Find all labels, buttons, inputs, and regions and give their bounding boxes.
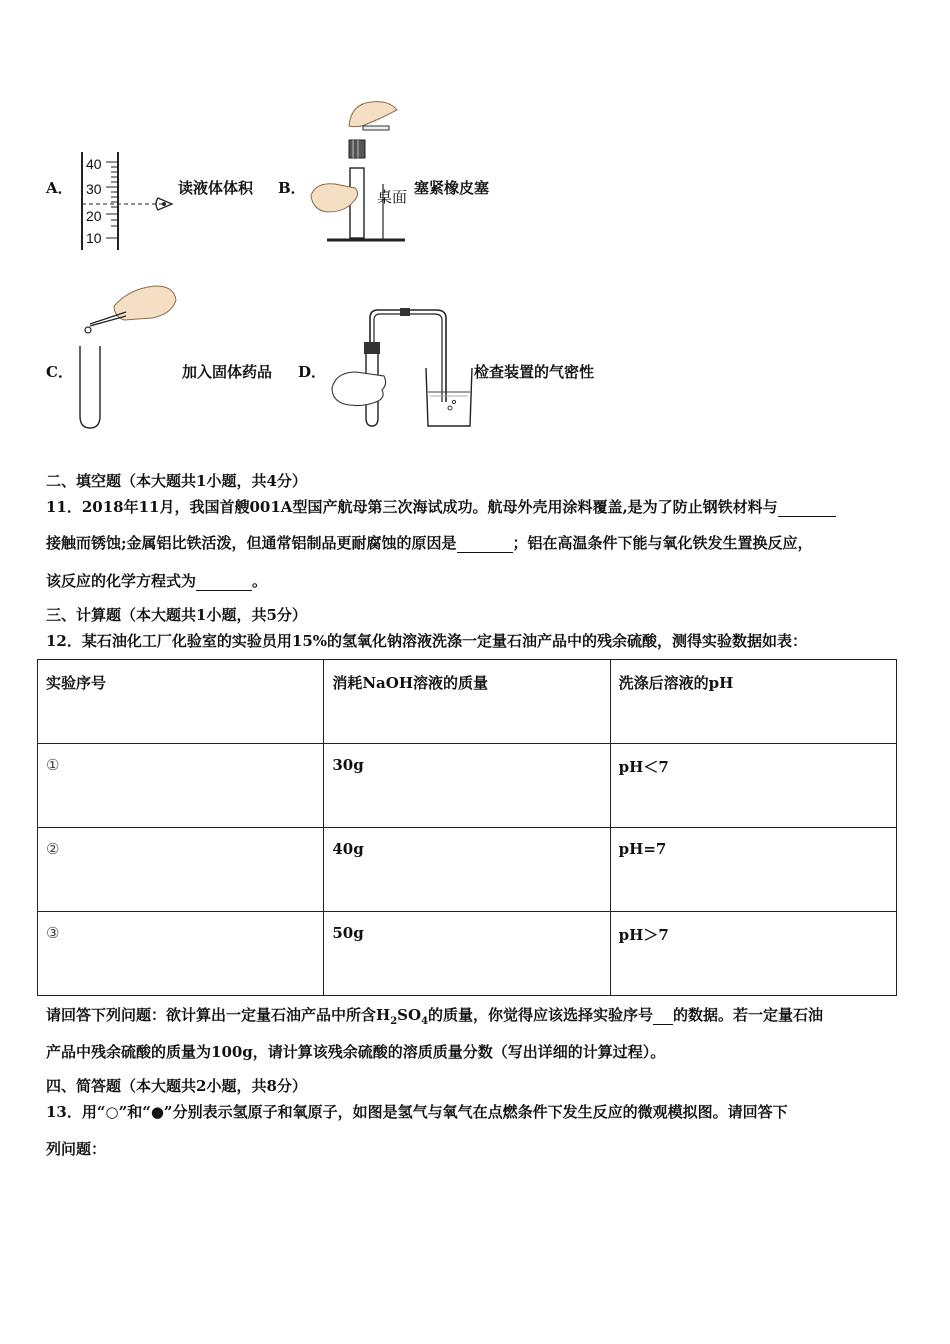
tick-label-20: 20 bbox=[86, 208, 102, 224]
option-d-letter: D． bbox=[298, 363, 327, 381]
table-cell: pH＜7 bbox=[610, 744, 896, 828]
q11-line-1 bbox=[46, 496, 836, 517]
q11-blank-1[interactable] bbox=[778, 498, 836, 517]
option-c-caption: 加入固体药品 bbox=[182, 363, 273, 381]
table-cell: ① bbox=[38, 744, 324, 828]
q11-text-3b: 。 bbox=[252, 572, 268, 590]
section-4-heading: 四、简答题（本大题共2小题，共8分） bbox=[46, 1077, 307, 1095]
q12-question-line-1 bbox=[46, 1004, 823, 1027]
q12-blank[interactable] bbox=[653, 1006, 673, 1025]
option-a-letter: A． bbox=[46, 179, 73, 197]
section-3-heading: 三、计算题（本大题共1小题，共5分） bbox=[46, 606, 307, 624]
option-b-caption: 塞紧橡皮塞 bbox=[414, 179, 490, 197]
q12-intro: 12．某石油化工厂化验室的实验员用15%的氢氧化钠溶液洗涤一定量石油产品中的残余硫酸，测得实验数据如表： bbox=[46, 632, 808, 650]
table-header-cell: 消耗NaOH溶液的质量 bbox=[324, 660, 610, 744]
table-cell: pH=7 bbox=[610, 828, 896, 912]
q12-ask-1a: 请回答下列问题：欲计算出一定量石油产品中所含H bbox=[46, 1006, 391, 1024]
tweezers-test-tube-figure bbox=[74, 280, 184, 430]
table-cell: pH＞7 bbox=[610, 912, 896, 996]
option-a-caption: 读液体体积 bbox=[178, 179, 254, 197]
table-row bbox=[38, 828, 897, 912]
table-cell: ② bbox=[38, 828, 324, 912]
experiment-table bbox=[37, 659, 897, 996]
table-cell: 40g bbox=[324, 828, 610, 912]
q12-ask-so: SO bbox=[397, 1006, 422, 1024]
table-header-cell: 洗涤后溶液的pH bbox=[610, 660, 896, 744]
option-b-letter: B． bbox=[278, 179, 306, 197]
q13-line-2: 列问题： bbox=[46, 1140, 107, 1158]
q11-line-2 bbox=[46, 532, 813, 553]
tick-label-10: 10 bbox=[86, 230, 102, 246]
q11-text-3a: 该反应的化学方程式为 bbox=[46, 572, 197, 590]
tick-label-40: 40 bbox=[86, 156, 102, 172]
table-header-cell: 实验序号 bbox=[38, 660, 324, 744]
option-c-letter: C． bbox=[46, 363, 73, 381]
tick-label-30: 30 bbox=[86, 181, 102, 197]
test-tube-on-desk-figure bbox=[305, 98, 415, 248]
q11-blank-2[interactable] bbox=[457, 534, 513, 553]
q11-text-2a: 接触而锈蚀;金属铝比铁活泼，但通常铝制品更耐腐蚀的原因是 bbox=[46, 534, 457, 552]
option-d-caption: 检查装置的气密性 bbox=[474, 363, 595, 381]
q12-question-line-2: 产品中残余硫酸的质量为100g，请计算该残余硫酸的溶质质量分数（写出详细的计算过程）。 bbox=[46, 1043, 666, 1061]
q11-text-2b: ；铝在高温条件下能与氧化铁发生置换反应， bbox=[512, 534, 813, 552]
q12-ask-1c: 的数据。若一定量石油 bbox=[673, 1006, 824, 1024]
h2-subscript: 2 bbox=[390, 1016, 398, 1027]
q11-blank-3[interactable] bbox=[196, 572, 252, 591]
q11-text-1: 11．2018年11月，我国首艘001A型国产航母第三次海试成功。航母外壳用涂料覆盖,是为了防止钢铁材料与 bbox=[46, 498, 778, 516]
q12-ask-1b: 的质量，你觉得应该选择实验序号 bbox=[428, 1006, 654, 1024]
section-2-heading: 二、填空题（本大题共1小题，共4分） bbox=[46, 472, 307, 490]
airtightness-apparatus-figure bbox=[326, 306, 476, 432]
table-cell: 50g bbox=[324, 912, 610, 996]
q11-line-3 bbox=[46, 570, 267, 591]
desk-label: 桌面 bbox=[377, 188, 408, 206]
table-cell: 30g bbox=[324, 744, 610, 828]
o4-subscript: 4 bbox=[421, 1016, 429, 1027]
q13-line-1: 13．用“○”和“●”分别表示氢原子和氧原子，如图是氢气与氧气在点燃条件下发生反应的微观模拟图。请回答下 bbox=[46, 1103, 788, 1121]
table-row bbox=[38, 912, 897, 996]
table-row bbox=[38, 744, 897, 828]
table-cell: ③ bbox=[38, 912, 324, 996]
table-header-row bbox=[38, 660, 897, 744]
